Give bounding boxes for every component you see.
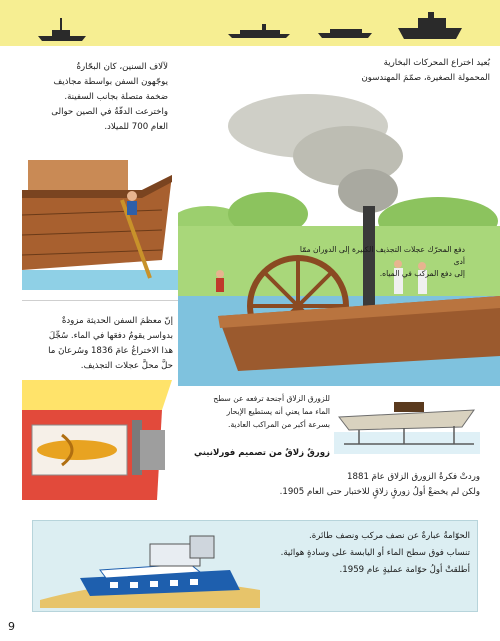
- rudder-text: لآلاف السنين، كان البحّارةُ يوجّهون السفن بواسطة مجاذيف ضخمة متصلة بجانب السفينة. واخترعت الدفّةُ في الصين حوالى العام 700 للميلاد.: [51, 62, 168, 132]
- hovercraft-text: الحوّامةُ عبارةٌ عن نصف مركب ونصف طائرة. تنساب فوق سطح الماء أو اليابسة على وسادةٍ هوائية. أطلقتْ أولُ حوّامة عمليةٍ عام 1959.: [280, 531, 470, 575]
- hovercraft-illustration: [40, 530, 260, 608]
- left-divider: [22, 300, 182, 301]
- steam-engine-text: بُعيد اختراع المحركات البخارية المحمولة الصغيرة، صمّمَ المهندسون: [361, 58, 490, 83]
- rudder-ship-illustration: [22, 160, 182, 290]
- ship-silhouette-2: [228, 24, 290, 38]
- propeller-text: إنّ معظمَ السفن الحديثة مزودةٌ بدواسر يقومُ دفعَها في الماء. سُجِّلَ هذا الاختراعُ عامَ 1836 وسُرعانَ ما حلَّ محلَّ عجلات التجذيف.: [48, 316, 173, 371]
- ship-silhouette-4: [398, 12, 462, 39]
- paddle-wheel-caption: دفع المحرّك عجلات التجذيف الكبيرة إلى الدوران ممّا أدى إلى دفع المركب في المياه.: [299, 245, 465, 278]
- page-number: 9: [8, 620, 15, 633]
- hydrofoil-text: للزورق الزلاق أجنحة ترفعه عن سطح الماء مما يعني أنه يستطيع الإبحار بسرعة أكبر من المراكب العادية.: [213, 394, 330, 429]
- hydrofoil-illustration: [334, 392, 480, 454]
- steamship-illustration: [178, 86, 500, 386]
- ship-silhouettes: [0, 0, 500, 46]
- ship-silhouette-3: [318, 29, 372, 38]
- hydrofoil-history-text: وردتْ فكرةُ الزورق الزلاق عامَ 1881 ولكن لم يخضعْ أولُ زورقٍ زلاقٍ للاختبار حتى العام 1905.: [279, 472, 480, 497]
- propeller-illustration: [22, 380, 182, 500]
- ship-silhouette-1: [38, 18, 86, 41]
- hydrofoil-caption: زورقٌ زلاقٌ من تصميم فورلانيني: [194, 448, 330, 458]
